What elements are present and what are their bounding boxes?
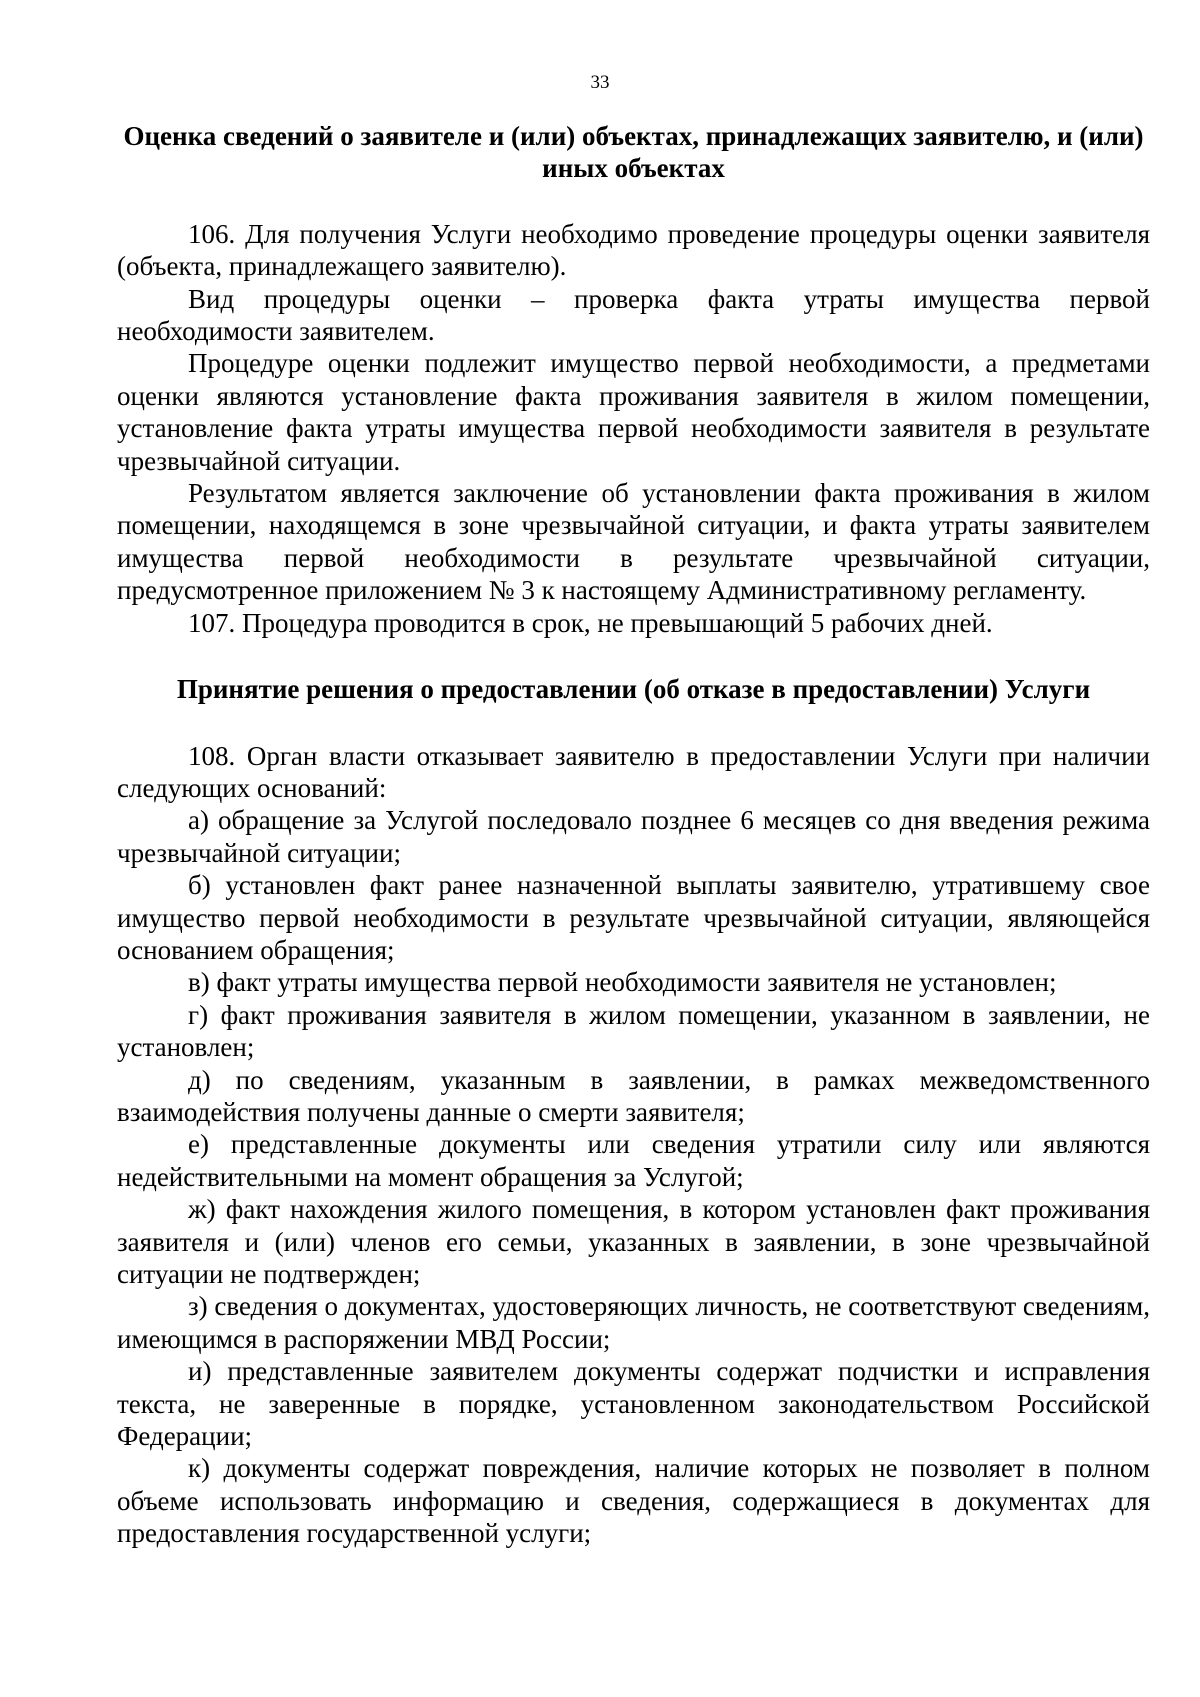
paragraph-assessment-type: Вид процедуры оценки – проверка факта утраты имущества первой необходимости заявителем. xyxy=(117,283,1150,347)
paragraph-108: 108. Орган власти отказывает заявителю в предоставлении Услуги при наличии следующих оснований: xyxy=(117,740,1150,803)
list-item-e: е) представленные документы или сведения утратили силу или являются недействительными на момент обращения за Услугой; xyxy=(117,1129,1150,1192)
list-item-v: в) факт утраты имущества первой необходимости заявителя не установлен; xyxy=(188,967,1057,998)
list-item-i: и) представленные заявителем документы содержат подчистки и исправления текста, не заверенные в порядке, установленном законодательством Российской Федерации; xyxy=(117,1356,1150,1452)
paragraph-107: 107. Процедура проводится в срок, не превышающий 5 рабочих дней. xyxy=(188,607,993,638)
list-item-zh: ж) факт нахождения жилого помещения, в котором установлен факт проживания заявителя и (или) членов его семьи, указанных в заявлении, в зоне чрезвычайной ситуации не подтвержден; xyxy=(117,1194,1150,1289)
paragraph-assessment-result: Результатом является заключение об установлении факта проживания в жилом помещении, находящемся в зоне чрезвычайной ситуации, и факта утраты заявителем имущества первой необходимости в результате чрезвычайной ситуации, предусмотренное приложением № 3 к настоящему Административному регламенту. xyxy=(117,478,1150,606)
paragraph-106: 106. Для получения Услуги необходимо проведение процедуры оценки заявителя (объекта, принадлежащего заявителю). xyxy=(117,218,1150,282)
list-item-k: к) документы содержат повреждения, наличие которых не позволяет в полном объеме использовать информацию и сведения, содержащиеся в документах для предоставления государственной услуги; xyxy=(117,1453,1150,1549)
paragraph-assessment-subject: Процедуре оценки подлежит имущество первой необходимости, а предметами оценки являются установление факта проживания заявителя в жилом помещении, установление факта утраты имущества первой необходимости заявителя в результате чрезвычайной ситуации. xyxy=(117,348,1150,476)
list-item-a: а) обращение за Услугой последовало позднее 6 месяцев со дня введения режима чрезвычайной ситуации; xyxy=(117,805,1150,868)
list-item-b: б) установлен факт ранее назначенной выплаты заявителю, утратившему свое имущество первой необходимости в результате чрезвычайной ситуации, являющейся основанием обращения; xyxy=(117,870,1150,965)
section-heading-decision: Принятие решения о предоставлении (об отказе в предоставлении) Услуги xyxy=(176,674,1091,705)
section-heading-assessment: Оценка сведений о заявителе и (или) объектах, принадлежащих заявителю, и (или) иных объектах xyxy=(123,121,1144,184)
document-body xyxy=(117,120,1150,1550)
list-item-z: з) сведения о документах, удостоверяющих личность, не соответствуют сведениям, имеющимся в распоряжении МВД России; xyxy=(117,1291,1150,1354)
page-number: 33 xyxy=(590,72,610,93)
list-item-d: д) по сведениям, указанным в заявлении, в рамках межведомственного взаимодействия получены данные о смерти заявителя; xyxy=(117,1064,1150,1127)
list-item-g: г) факт проживания заявителя в жилом помещении, указанном в заявлении, не установлен; xyxy=(117,999,1150,1063)
